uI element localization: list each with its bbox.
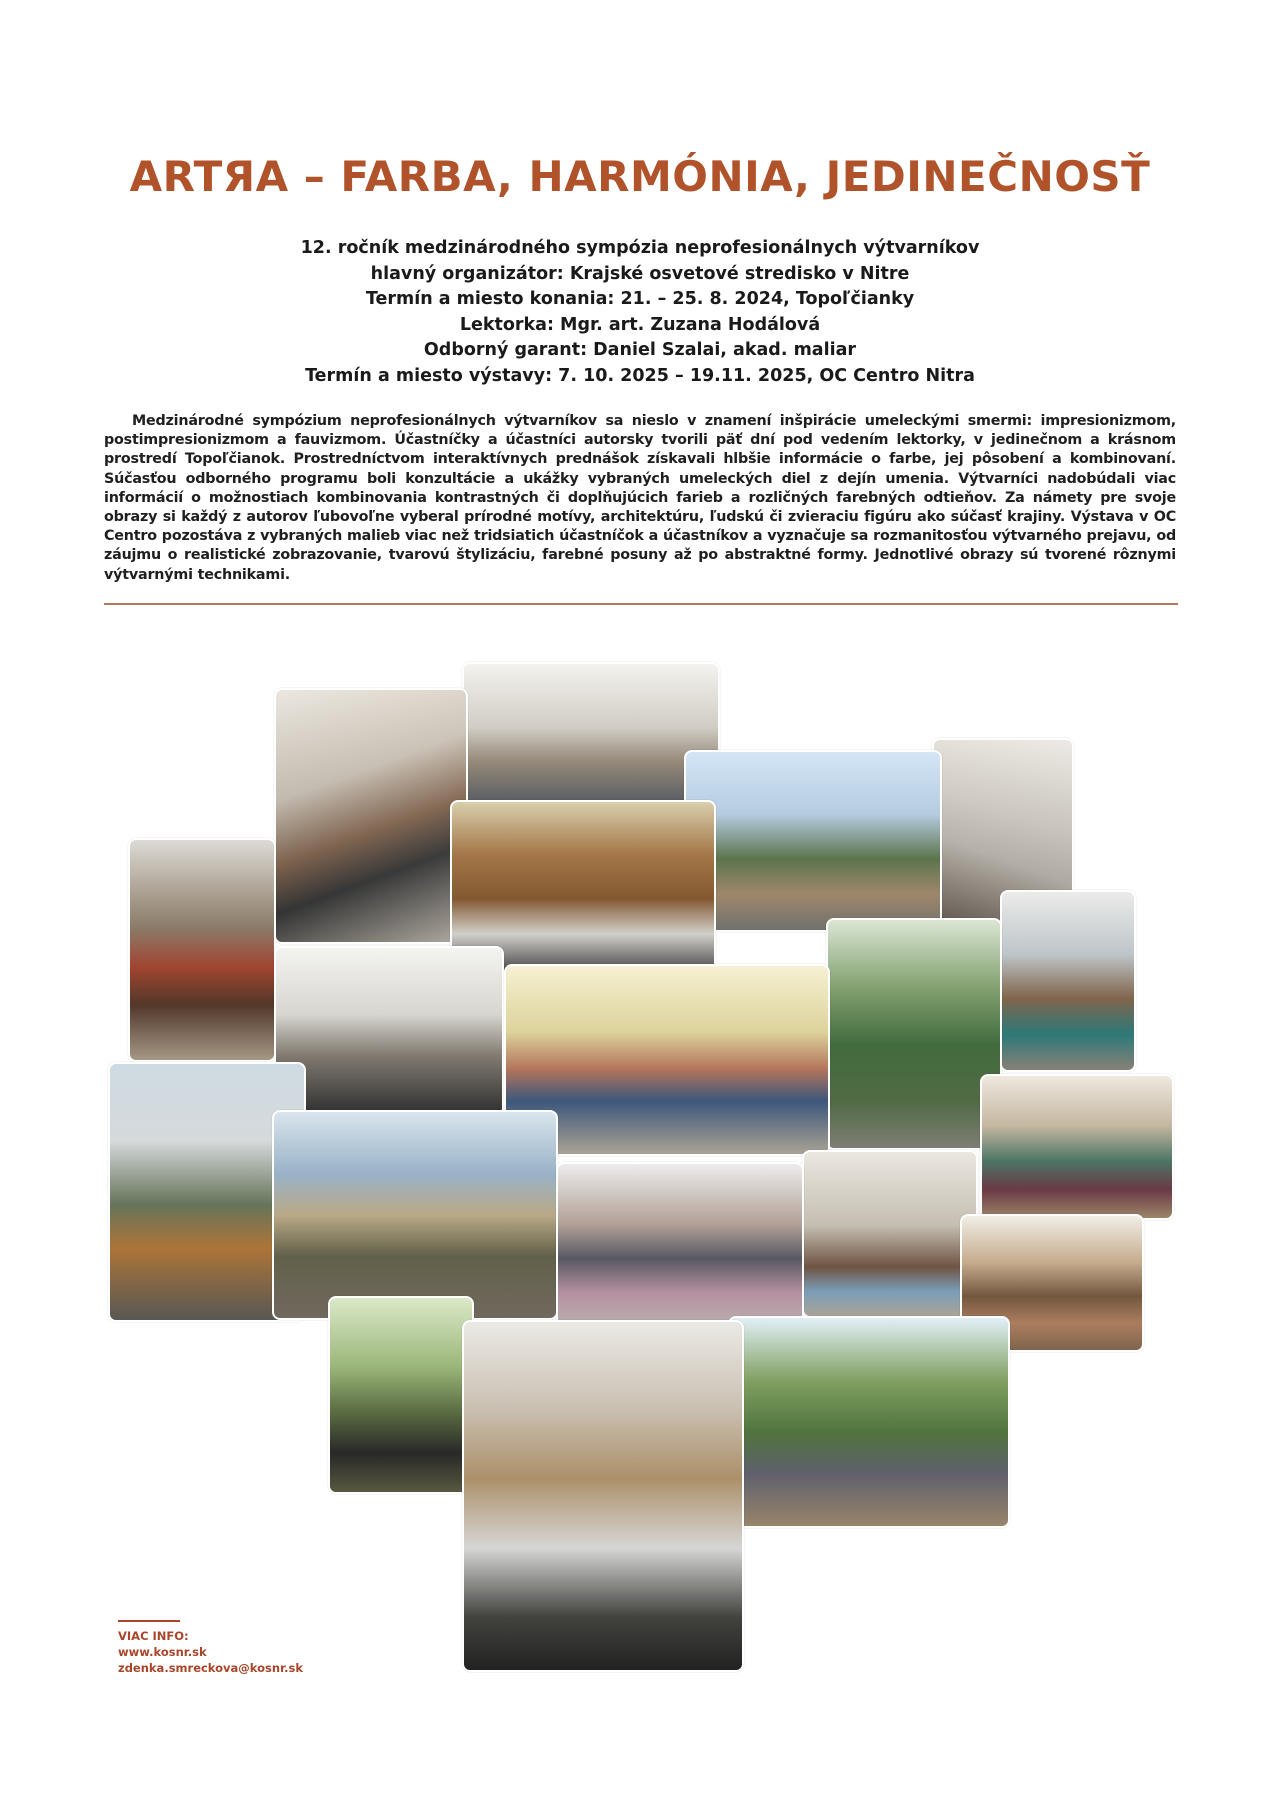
contact-web-link[interactable]: www.kosnr.sk [118,1644,207,1659]
workshop-room-photo [462,662,720,806]
painting-on-easel-photo [802,1150,978,1318]
plein-air-painting-photo [328,1296,474,1494]
info-guarantor: Odborný garant: Daniel Szalai, akad. maliar [423,340,857,360]
lecture-presentation-photo [274,946,504,1116]
group-outdoor-manor-photo [684,750,942,932]
group-in-park-photo [728,1316,1010,1528]
event-info [0,236,1280,389]
painting-at-easel-photo [274,688,468,944]
contact-email-link[interactable]: zdenka.smreckova@kosnr.sk [118,1660,303,1675]
page-title: ARTЯA – FARBA, HARMÓNIA, JEDINEČNOSŤ [129,152,1151,201]
painting-at-bookshelf-photo [128,838,276,1062]
contact-label: VIAC INFO: [118,1628,189,1643]
info-event-dates: Termín a miesto konania: 21. – 25. 8. 2024, Topoľčianky [365,289,915,309]
man-woodwork-photo [462,1320,744,1672]
divider [104,603,1178,605]
info-lecturer: Lektorka: Mgr. art. Zuzana Hodálová [459,314,821,335]
info-edition: 12. ročník medzinárodného sympózia neprofesionálnych výtvarníkov [300,238,980,258]
exhibition-viewing-photo [980,1074,1174,1220]
painting-at-table-photo [556,1162,804,1338]
paintings-on-ground-photo [1000,890,1136,1072]
description-paragraph: Medzinárodné sympózium neprofesionálnych výtvarníkov sa nieslo v znamení inšpirácie umeleckými smermi: impresionizmom, postimpresionizmom a fauvizmom. Účastníčky a účastníci autorsky tvorili päť dní pod vedením lektorky, v jedinečnom a krásnom prostredí Topoľčianok. Prostredníctvom interaktívnych prednášok získavali hlbšie informácie o farbe, jej pôsobení a kombinovaní. Súčasťou odborného programu boli konzultácie a ukážky vybraných umeleckých diel z dejín umenia. Výtvarníci nadobúdali viac informácií o možnostiach kombinovania kontrastných či doplňujúcich farieb a rozličných farebných odtieňov. Za námety pre svoje obrazy si každý z autorov ľubovoľne vyberal prírodné motívy, architektúru, ľudskú či zvieraciu figúru ako súčasť krajiny. Výstava v OC Centro pozostáva z vybraných malieb viac než tridsiatich účastníčok a účastníkov a vyznačuje sa rozmanitosťou výtvarného prejavu, od záujmu o realistické zobrazovanie, tvarovú štylizáciu, farebné posuny až po abstraktné formy. Jednotlivé obrazy sú tvorené rôznymi výtvarnými technikami. [104,413,1176,583]
botanical-garden-photo [826,918,1002,1150]
contact-info [118,1620,303,1676]
info-exhibition-dates: Termín a miesto výstavy: 7. 10. 2025 – 19.11. 2025, OC Centro Nitra [305,365,975,386]
contact-divider [118,1620,180,1622]
group-in-front-of-manor-photo [272,1110,558,1320]
info-organizer: hlavný organizátor: Krajské osvetové stredisko v Nitre [370,263,910,284]
